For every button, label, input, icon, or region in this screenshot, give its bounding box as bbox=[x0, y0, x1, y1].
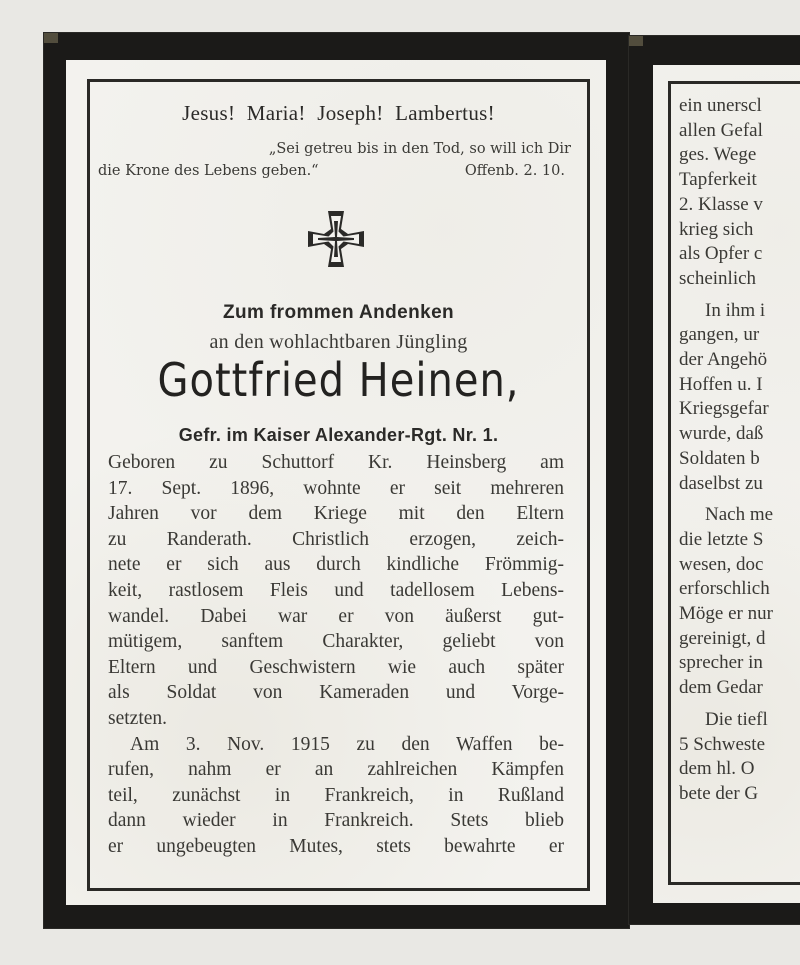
text-line: dem hl. O bbox=[679, 758, 755, 780]
text-line: Kriegsgefar bbox=[679, 398, 769, 420]
bio-line: Jahren vor dem Kriege mit den Eltern bbox=[108, 503, 564, 525]
intro-line: an den wohlachtbaren Jüngling bbox=[209, 331, 468, 353]
bio-line: rufen, nahm er an zahlreichen Kämpfen bbox=[108, 759, 564, 781]
quote-text-end: die Krone des Lebens geben.“ bbox=[98, 163, 319, 179]
text-line: ges. Wege bbox=[679, 144, 757, 166]
text-line: krieg sich bbox=[679, 218, 754, 240]
text-line: sprecher in bbox=[679, 652, 763, 674]
text-line: Hoffen u. I bbox=[679, 373, 763, 395]
bio-line: 17. Sept. 1896, wohnte er seit mehreren bbox=[108, 477, 564, 499]
text-line: Soldaten b bbox=[679, 447, 760, 469]
text-line: In ihm i bbox=[705, 299, 766, 321]
text-line: bete der G bbox=[679, 782, 759, 804]
bio-line: nete er sich aus durch kindliche Frömmig- bbox=[108, 554, 564, 576]
quote-line-1: „Sei getreu bis in den Tod, so will ich Dir bbox=[268, 141, 571, 157]
bio-line: teil, zunächst in Frankreich, in Rußland bbox=[108, 784, 564, 806]
memorial-heading: Zum frommen Andenken bbox=[222, 302, 455, 323]
text-line: die letzte S bbox=[679, 528, 764, 550]
quote-line-2 bbox=[98, 160, 571, 182]
memorial-card-inside bbox=[629, 36, 800, 924]
text-line: 5 Schweste bbox=[679, 733, 766, 755]
text-line: daselbst zu bbox=[679, 472, 763, 494]
text-line: scheinlich bbox=[679, 267, 757, 289]
bio-line: als Soldat von Kameraden und Vorge- bbox=[108, 682, 564, 704]
bio-line: zu Randerath. Christlich erzogen, zeich- bbox=[108, 528, 564, 550]
card-paper bbox=[66, 60, 606, 905]
bio-line: mütigem, sanftem Charakter, geliebt von bbox=[108, 631, 564, 653]
text-line: wurde, daß bbox=[679, 423, 764, 445]
right-page-text bbox=[679, 94, 800, 807]
text-line: gangen, ur bbox=[679, 324, 760, 346]
quote-reference: Offenb. 2. 10. bbox=[464, 163, 565, 179]
text-line: Die tiefl bbox=[705, 708, 768, 730]
biography-text bbox=[108, 450, 564, 860]
memorial-card-front bbox=[44, 33, 629, 928]
text-line: ein unerscl bbox=[679, 95, 762, 116]
text-line: der Angehö bbox=[679, 349, 768, 371]
text-line: Tapferkeit bbox=[679, 169, 757, 191]
bio-line: keit, rastlosem Fleis und tadellosem Lebens- bbox=[108, 579, 564, 601]
bio-line: dann wieder in Frankreich. Stets blieb bbox=[108, 810, 564, 832]
prayer-header: Jesus! Maria! Joseph! Lambertus! bbox=[182, 101, 495, 125]
text-line: Nach me bbox=[705, 504, 774, 526]
bio-line: Geboren zu Schuttorf Kr. Heinsberg am bbox=[108, 452, 564, 473]
text-line: 2. Klasse v bbox=[679, 193, 763, 215]
card-paper-right bbox=[653, 65, 800, 903]
bio-line: Am 3. Nov. 1915 zu den Waffen be- bbox=[130, 733, 564, 755]
military-rank: Gefr. im Kaiser Alexander-Rgt. Nr. 1. bbox=[178, 425, 499, 445]
text-line: erforschlich bbox=[679, 578, 770, 600]
text-line: wesen, doc bbox=[679, 553, 764, 575]
bible-quote bbox=[98, 138, 571, 182]
deceased-name: Gottfried Heinen, bbox=[157, 354, 520, 408]
card-inner-frame-right bbox=[668, 81, 800, 885]
bio-line: setzten. bbox=[108, 707, 168, 729]
bio-line: Eltern und Geschwistern wie auch später bbox=[108, 656, 564, 678]
iron-cross-icon bbox=[304, 207, 368, 271]
text-line: dem Gedar bbox=[679, 677, 763, 699]
bio-line: er ungebeugten Mutes, stets bewahrte er bbox=[108, 835, 564, 857]
text-line: Möge er nur bbox=[679, 603, 773, 625]
card-inner-frame bbox=[87, 79, 590, 891]
text-line: gereinigt, d bbox=[679, 627, 766, 649]
text-line: allen Gefal bbox=[679, 119, 763, 141]
text-line: als Opfer c bbox=[679, 243, 763, 265]
bio-line: wandel. Dabei war er von äußerst gut- bbox=[108, 605, 564, 627]
